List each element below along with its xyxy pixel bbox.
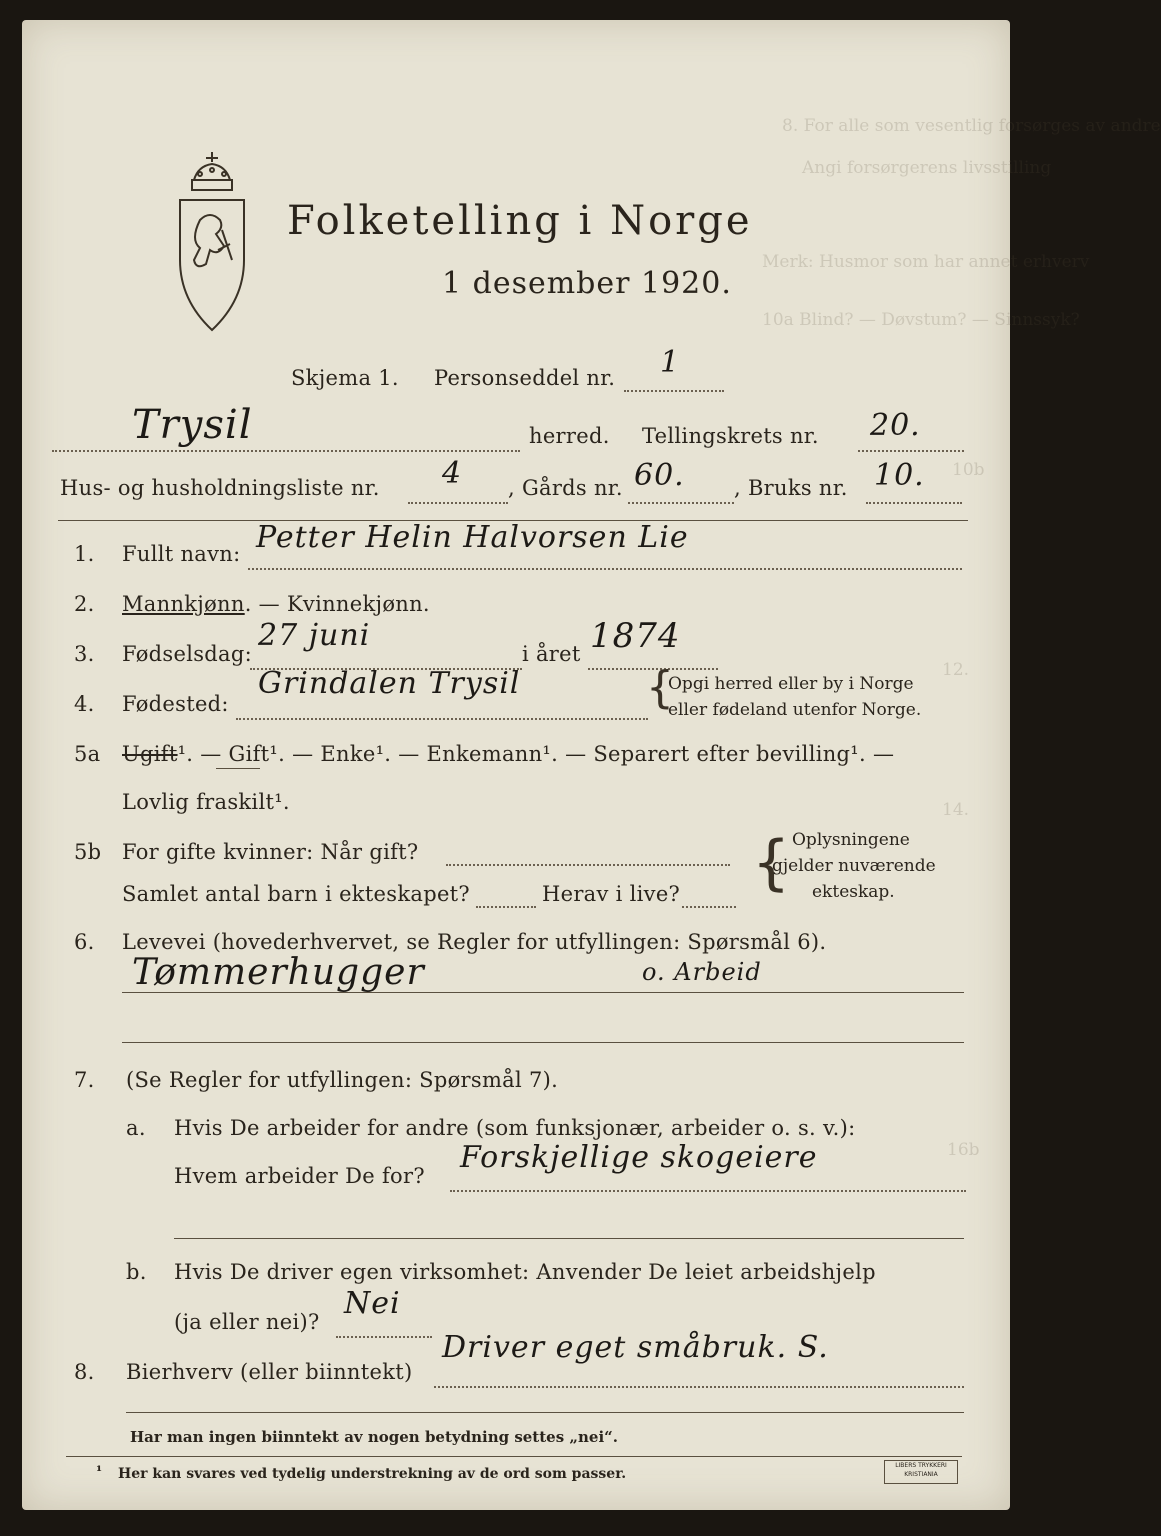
skjema-label: Skjema 1.	[291, 366, 399, 390]
bleed-through-text: 10a Blind? — Døvstum? — Sinnssyk?	[762, 310, 1080, 330]
q5a-rest[interactable]: ¹. — Gift¹. — Enke¹. — Enkemann¹. — Separert efter bevilling¹. —	[177, 742, 895, 766]
q7b-label2: (ja eller nei)?	[174, 1310, 320, 1334]
q4-line	[236, 718, 648, 720]
herred-label: herred.	[529, 424, 610, 448]
q7a-line2	[174, 1238, 964, 1239]
tellingskrets-label: Tellingskrets nr.	[642, 424, 819, 448]
q5b-note-line2: gjelder nuværende	[772, 856, 936, 876]
q4-number: 4.	[74, 692, 95, 716]
q7b-line	[336, 1336, 432, 1338]
q4-label: Fødested:	[122, 692, 229, 716]
footnote-text: Her kan svares ved tydelig understrekning av de ord som passer.	[118, 1466, 627, 1482]
q5b-brace: {	[752, 828, 791, 898]
q2-kvinnekjonn[interactable]: Kvinnekjønn	[286, 592, 423, 616]
footer-note: Har man ingen biinntekt av nogen betydning settes „nei“.	[130, 1428, 619, 1446]
occupation-value-extra[interactable]: o. Arbeid	[642, 958, 762, 986]
side-occupation-value[interactable]: Driver eget småbruk. S.	[442, 1330, 829, 1365]
bleed-through-text: Angi forsørgerens livsstilling	[802, 158, 1052, 178]
q6-label: Levevei (hovederhvervet, se Regler for utfyllingen: Spørsmål 6).	[122, 930, 827, 954]
q3-year-label: i året	[522, 642, 581, 666]
personseddel-line	[624, 390, 724, 392]
q4-note-line2: eller fødeland utenfor Norge.	[668, 700, 922, 720]
q5b-alive-line	[682, 906, 736, 908]
bleed-through-text: 10b	[952, 460, 985, 480]
gards-line	[628, 502, 734, 504]
birthday-value[interactable]: 27 juni	[258, 618, 371, 653]
q4-brace: {	[646, 662, 674, 713]
printer-stamp: LIBERS TRYKKERI KRISTIANIA	[884, 1460, 958, 1484]
birth-year-value[interactable]: 1874	[590, 616, 681, 656]
q7b-label: Hvis De driver egen virksomhet: Anvender De leiet arbeidshjelp	[174, 1260, 876, 1284]
personseddel-label: Personseddel nr.	[434, 366, 616, 390]
q6-line2	[122, 1042, 964, 1043]
q5a-line2[interactable]: Lovlig fraskilt¹.	[122, 790, 290, 814]
q5b-note-line3: ekteskap.	[812, 882, 895, 902]
bruks-line	[866, 502, 962, 504]
q7a-label: Hvis De arbeider for andre (som funksjonær, arbeider o. s. v.):	[174, 1116, 856, 1140]
q1-number: 1.	[74, 542, 95, 566]
q2-end: .	[422, 592, 430, 616]
form-title: Folketelling i Norge	[287, 198, 753, 244]
q2-options	[122, 592, 430, 616]
bleed-through-text: 8. For alle som vesentlig forsørges av andre	[782, 116, 1161, 136]
q1-label: Fullt navn:	[122, 542, 241, 566]
q5b-married-line	[446, 864, 730, 866]
tellingskrets-line	[858, 450, 964, 452]
q1-line	[248, 568, 962, 570]
q5b-number: 5b	[74, 840, 102, 864]
q5a-ugift[interactable]: Ugift	[122, 742, 178, 766]
q5a-options	[122, 742, 894, 766]
herred-value[interactable]: Trysil	[132, 402, 253, 448]
norway-coat-of-arms-icon	[172, 150, 252, 340]
q7-number: 7.	[74, 1068, 95, 1092]
q2-mannkjonn[interactable]: Mannkjønn	[122, 592, 245, 616]
q7b-number: b.	[126, 1260, 147, 1284]
q7a-label2: Hvem arbeider De for?	[174, 1164, 425, 1188]
q7a-line	[450, 1190, 966, 1192]
q7-label: (Se Regler for utfyllingen: Spørsmål 7).	[126, 1068, 559, 1092]
q8-number: 8.	[74, 1360, 95, 1384]
footnote-mark: ¹	[96, 1464, 103, 1480]
q2-separator: . —	[244, 592, 287, 616]
q7a-number: a.	[126, 1116, 146, 1140]
birthplace-value[interactable]: Grindalen Trysil	[258, 666, 521, 701]
bleed-through-text: 14.	[942, 800, 970, 820]
hus-line	[408, 502, 508, 504]
q3-number: 3.	[74, 642, 95, 666]
gift-underline	[216, 768, 260, 769]
hus-value[interactable]: 4	[442, 456, 463, 491]
gards-label: , Gårds nr.	[508, 476, 623, 500]
q6-number: 6.	[74, 930, 95, 954]
q2-number: 2.	[74, 592, 95, 616]
q8-line2	[126, 1412, 964, 1413]
bleed-through-text: 12.	[942, 660, 970, 680]
q5b-note-line1: Oplysningene	[792, 830, 910, 850]
q4-note-line1: Opgi herred eller by i Norge	[668, 674, 914, 694]
personseddel-value[interactable]: 1	[660, 345, 681, 380]
q5b-label-alive: Herav i live?	[542, 882, 681, 906]
q6-line1	[122, 992, 964, 993]
bleed-through-text: 16b	[947, 1140, 980, 1160]
q3-label: Fødselsdag:	[122, 642, 252, 666]
q5b-label-married: For gifte kvinner: Når gift?	[122, 840, 419, 864]
employer-value[interactable]: Forskjellige skogeiere	[460, 1140, 818, 1175]
q5b-children-line	[476, 906, 536, 908]
q5b-label-children: Samlet antal barn i ekteskapet?	[122, 882, 470, 906]
form-date: 1 desember 1920.	[442, 266, 732, 301]
footer-divider	[66, 1456, 962, 1457]
census-form-page	[22, 20, 1161, 1510]
hus-label: Hus- og husholdningsliste nr.	[60, 476, 380, 500]
bleed-through-text: Merk: Husmor som har annet erhverv	[762, 252, 1090, 272]
full-name-value[interactable]: Petter Helin Halvorsen Lie	[256, 520, 689, 555]
occupation-value[interactable]: Tømmerhugger	[132, 952, 425, 993]
q8-line	[434, 1386, 964, 1388]
bruks-label: , Bruks nr.	[734, 476, 848, 500]
herred-line	[52, 450, 520, 452]
gards-value[interactable]: 60.	[634, 458, 685, 493]
tellingskrets-value[interactable]: 20.	[870, 408, 921, 443]
q5a-number: 5a	[74, 742, 101, 766]
hired-help-value[interactable]: Nei	[344, 1286, 401, 1321]
bruks-value[interactable]: 10.	[874, 458, 925, 493]
q8-label: Bierhverv (eller biinntekt)	[126, 1360, 413, 1384]
